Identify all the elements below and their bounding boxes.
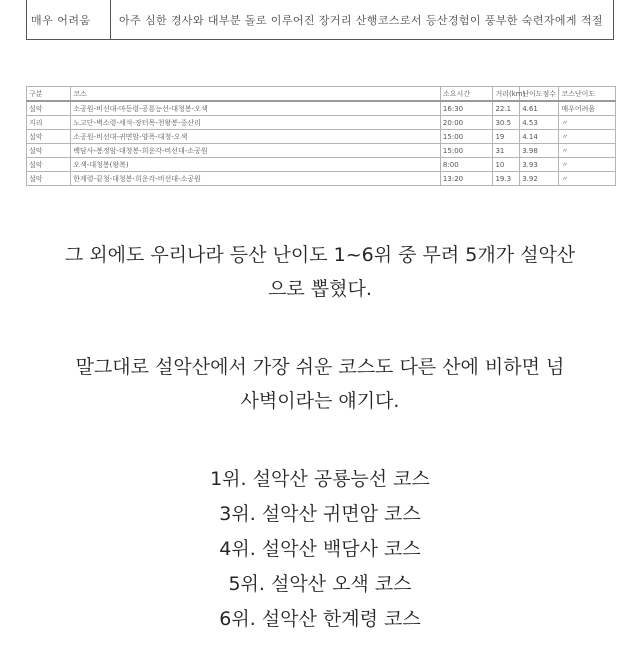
paragraph-line: 사벽이라는 얘기다. (240, 390, 400, 412)
cell-score: 3.98 (520, 144, 559, 158)
cell-course: 한계령-끝청-대청봉-희운각-비선대-소공원 (71, 172, 441, 186)
cell-course: 소공원-비선대-마등령-공룡능선-대청봉-오색 (71, 101, 441, 116)
header-division: 구분 (27, 87, 71, 102)
summary-paragraph (0, 238, 640, 306)
cell-distance: 10 (493, 158, 520, 172)
cell-time: 20:00 (440, 116, 493, 130)
cell-score: 3.93 (520, 158, 559, 172)
table-row (27, 158, 616, 172)
table-row (27, 144, 616, 158)
cell-division: 지리 (27, 116, 71, 130)
cell-time: 13:20 (440, 172, 493, 186)
cell-division: 설악 (27, 144, 71, 158)
paragraph-line: 그 외에도 우리나라 등산 난이도 1~6위 중 무려 5개가 설악산 (64, 244, 576, 266)
ranking-item: 6위. 설악산 한계령 코스 (219, 608, 421, 630)
cell-distance: 31 (493, 144, 520, 158)
cell-score: 4.14 (520, 130, 559, 144)
cell-division: 설악 (27, 130, 71, 144)
cell-time: 16:30 (440, 101, 493, 116)
difficulty-description-cell: 아주 심한 경사와 대부분 돌로 이루어진 장거리 산행코스로서 등산경험이 풍부한 숙련자에게 적절 (119, 13, 603, 27)
table-header-row (27, 87, 616, 102)
cell-difficulty: 〃 (559, 172, 616, 186)
cell-time: 15:00 (440, 130, 493, 144)
cell-distance: 19.3 (493, 172, 520, 186)
difficulty-description-row (26, 0, 614, 40)
cell-difficulty: 매우어려움 (559, 101, 616, 116)
cell-score: 4.61 (520, 101, 559, 116)
paragraph-line: 말그대로 설악산에서 가장 쉬운 코스도 다른 산에 비하면 넘 (75, 356, 565, 378)
ranking-item: 1위. 설악산 공룡능선 코스 (210, 468, 430, 490)
cell-distance: 19 (493, 130, 520, 144)
header-difficulty: 코스난이도 (559, 87, 616, 102)
comment-paragraph (0, 350, 640, 418)
cell-course: 노고단-벽소령-세석-장터목-천왕봉-중산리 (71, 116, 441, 130)
ranking-item: 5위. 설악산 오색 코스 (228, 573, 412, 595)
cell-score: 4.53 (520, 116, 559, 130)
header-time: 소요시간 (440, 87, 493, 102)
difficulty-level-cell: 매우 어려움 (27, 0, 111, 39)
table-row (27, 101, 616, 116)
cell-difficulty: 〃 (559, 116, 616, 130)
cell-division: 설악 (27, 172, 71, 186)
table-row (27, 116, 616, 130)
header-course: 코스 (71, 87, 441, 102)
ranking-list (0, 462, 640, 637)
paragraph-line: 으로 뽑혔다. (268, 278, 372, 300)
table-row (27, 130, 616, 144)
header-distance: 거리(km) (493, 87, 520, 102)
cell-score: 3.92 (520, 172, 559, 186)
ranking-item: 4위. 설악산 백담사 코스 (219, 538, 421, 560)
cell-difficulty: 〃 (559, 130, 616, 144)
course-difficulty-table (26, 86, 616, 186)
cell-difficulty: 〃 (559, 144, 616, 158)
cell-time: 8:00 (440, 158, 493, 172)
cell-time: 15:00 (440, 144, 493, 158)
cell-distance: 30.5 (493, 116, 520, 130)
ranking-item: 3위. 설악산 귀면암 코스 (219, 503, 421, 525)
cell-distance: 22.1 (493, 101, 520, 116)
cell-course: 백담사-봉정암-대청봉-희운각-비선대-소공원 (71, 144, 441, 158)
cell-division: 설악 (27, 101, 71, 116)
table-row (27, 172, 616, 186)
cell-division: 설악 (27, 158, 71, 172)
cell-course: 오색-대청봉(왕복) (71, 158, 441, 172)
header-score: 난이도점수 (520, 87, 559, 102)
cell-difficulty: 〃 (559, 158, 616, 172)
cell-course: 소공원-비선대-귀면암-양폭-대청-오색 (71, 130, 441, 144)
